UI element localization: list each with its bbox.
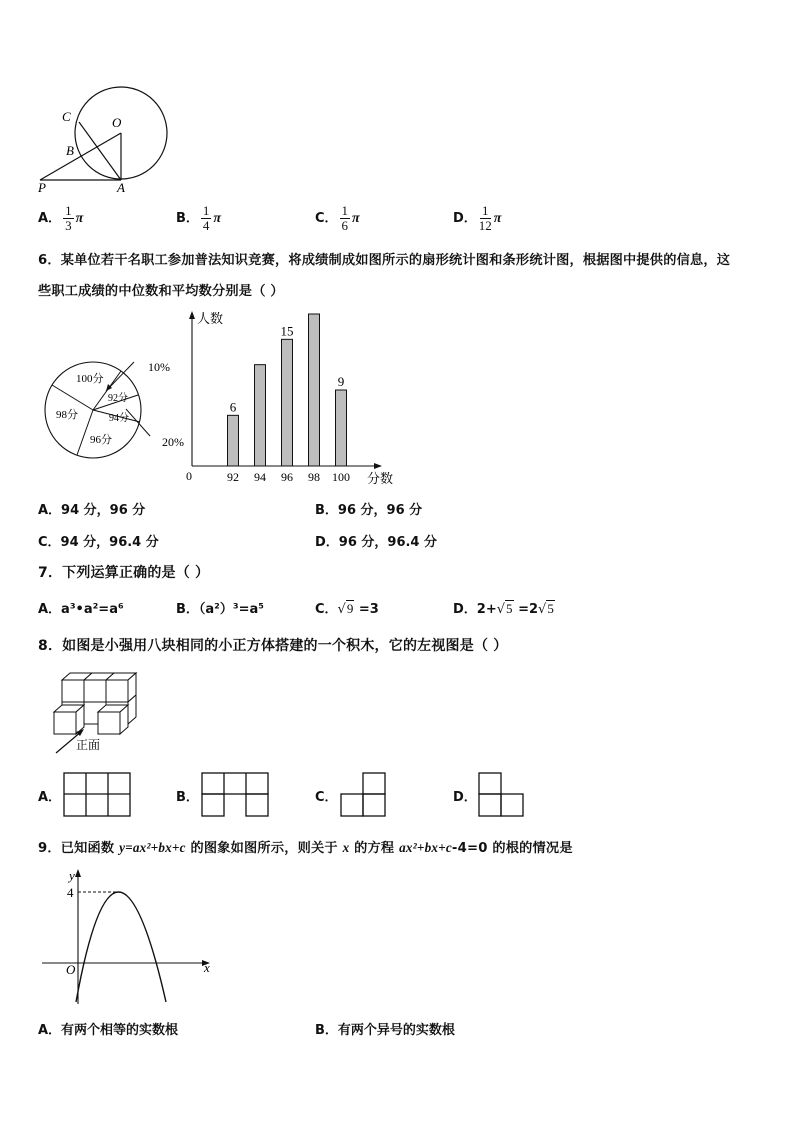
pie-label-92: 92分	[108, 393, 128, 404]
pie-label-96: 96分	[90, 434, 112, 446]
q7-option-c[interactable]: C．√9 =3	[315, 601, 379, 617]
q7-option-a[interactable]: A．a³•a²=a⁶	[38, 602, 124, 617]
x-axis-arrow	[374, 463, 382, 469]
tick-label-94: 94	[254, 470, 266, 484]
bar-94	[255, 365, 266, 466]
q8-option-a[interactable]: A．	[38, 790, 62, 805]
q9-option-a[interactable]: A．有两个相等的实数根	[38, 1023, 179, 1038]
q8-option-a-figure[interactable]	[63, 772, 133, 818]
tick-label-98: 98	[308, 470, 320, 484]
q5-option-c[interactable]: C． $\frac{1}{6}$ π	[315, 203, 360, 233]
parabola-graph	[38, 866, 218, 1008]
data-label-100: 9	[337, 374, 345, 389]
pie-callout-10: 10%	[148, 360, 170, 374]
q6-option-a[interactable]: A．94 分，96 分	[38, 503, 146, 518]
q6-stem-line1: 6．某单位若干名职工参加普法知识竞赛，将成绩制成如图所示的扇形统计图和条形统计图，根据图中提供的信息，这	[38, 253, 731, 268]
label-a: A	[117, 180, 125, 195]
data-label-96: 15	[280, 323, 294, 339]
pie-label-98: 98分	[56, 409, 78, 421]
bar-92	[228, 415, 239, 466]
fraction: $\frac{1}{6}$	[341, 203, 349, 233]
q6-option-c[interactable]: C．94 分，96.4 分	[38, 535, 159, 550]
pie-chart	[38, 350, 188, 465]
q5-option-d[interactable]: D． $\frac{1}{12}$ π	[453, 203, 502, 233]
circle-tangent-figure	[30, 80, 175, 195]
x-axis-label: 分数	[367, 471, 394, 486]
q7-option-b[interactable]: B．（a²）³=a⁵	[176, 602, 264, 617]
parabola-curve	[76, 892, 166, 1002]
chord-ca	[79, 122, 121, 180]
tick-label-92: 92	[227, 470, 239, 484]
graph-four-label: 4	[67, 885, 74, 900]
bar-98	[309, 314, 320, 466]
q8-option-c[interactable]: C．	[315, 790, 338, 805]
q7-option-d[interactable]: D．2+√5 =2√5	[453, 601, 554, 617]
y-axis-label: 人数	[197, 311, 224, 326]
q6-option-d[interactable]: D．96 分，96.4 分	[315, 535, 438, 550]
bar-96	[282, 339, 293, 466]
callout-20-line	[126, 409, 150, 436]
label-c: C	[62, 109, 71, 124]
q8-option-d[interactable]: D．	[453, 790, 477, 805]
bar-100	[336, 390, 347, 466]
q9-option-b[interactable]: B．有两个异号的实数根	[315, 1023, 455, 1038]
pie-label-100: 100分	[76, 373, 104, 385]
fraction: $\frac{1}{3}$	[65, 203, 72, 233]
front-label: 正面	[76, 738, 101, 752]
pie-label-94: 94分	[109, 413, 129, 424]
graph-y-label: y	[69, 868, 75, 883]
cube-stack-figure	[48, 668, 158, 760]
q6-stem-line2: 些职工成绩的中位数和平均数分别是（ ）	[38, 284, 284, 299]
q8-stem: 8．如图是小强用八块相同的小正方体搭建的一个积木，它的左视图是（ ）	[38, 638, 508, 654]
label-b: B	[66, 143, 74, 158]
q8-option-d-figure[interactable]	[478, 772, 526, 818]
q9-stem: 9．已知函数 y=ax²+bx+c 的图象如图所示，则关于 x 的方程 ax²+bx+c-4=0 的根的情况是	[38, 840, 573, 856]
label-p: P	[38, 180, 46, 195]
fraction: $\frac{1}{12}$	[478, 203, 492, 233]
origin-label: 0	[186, 469, 192, 483]
q8-option-c-figure[interactable]	[340, 772, 388, 818]
label-o: O	[112, 115, 122, 130]
pie-callout-20: 20%	[162, 435, 184, 449]
graph-x-label: x	[204, 960, 210, 975]
q6-option-b[interactable]: B．96 分，96 分	[315, 503, 423, 518]
q5-option-a[interactable]: A． $\frac{1}{3}$ π	[38, 203, 84, 233]
q8-option-b-figure[interactable]	[201, 772, 271, 818]
tick-label-96: 96	[281, 470, 293, 484]
q7-stem: 7．下列运算正确的是（ ）	[38, 565, 210, 581]
q8-option-b[interactable]: B．	[176, 790, 199, 805]
secant-po	[40, 133, 121, 180]
data-label-92: 6	[229, 399, 237, 415]
y-axis-arrow	[189, 311, 195, 319]
q5-option-b[interactable]: B． $\frac{1}{4}$ π	[176, 203, 222, 233]
fraction: $\frac{1}{4}$	[202, 203, 210, 233]
bar-chart	[178, 308, 408, 490]
graph-origin-label: O	[66, 962, 76, 977]
tick-label-100: 100	[332, 470, 350, 484]
